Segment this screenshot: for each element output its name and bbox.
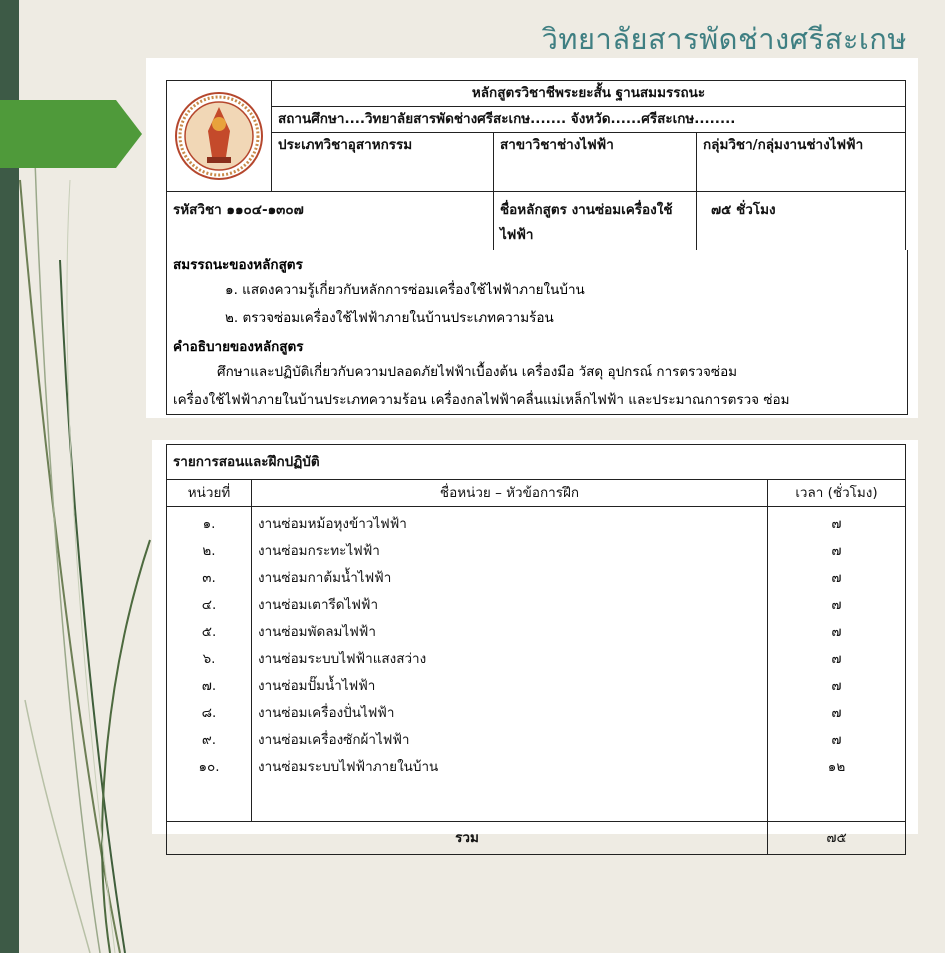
unit-name: งานซ่อมหม้อหุงข้าวไฟฟ้า bbox=[252, 507, 768, 539]
unit-name: งานซ่อมกาต้มน้ำไฟฟ้า bbox=[252, 565, 768, 592]
schedule-title: รายการสอนและฝึกปฏิบัติ bbox=[167, 445, 906, 480]
table-row bbox=[167, 727, 906, 754]
unit-number: ๑. bbox=[167, 507, 252, 539]
unit-hours: ๗ bbox=[768, 700, 906, 727]
unit-number: ๒. bbox=[167, 538, 252, 565]
unit-hours: ๗ bbox=[768, 619, 906, 646]
header-line-1: หลักสูตรวิชาชีพระยะสั้น ฐานสมมรรถนะ bbox=[272, 81, 906, 107]
unit-hours: ๗ bbox=[768, 538, 906, 565]
unit-hours: ๑๒ bbox=[768, 754, 906, 781]
description-title: คำอธิบายของหลักสูตร bbox=[173, 339, 304, 355]
training-schedule-document bbox=[152, 440, 918, 846]
table-row bbox=[167, 565, 906, 592]
unit-name: งานซ่อมปั๊มน้ำไฟฟ้า bbox=[252, 673, 768, 700]
course-code: รหัสวิชา ๑๑๐๔-๑๓๐๗ bbox=[167, 192, 494, 274]
competency-item: ๑. แสดงความรู้เกี่ยวกับหลักการซ่อมเครื่องใช้ไฟฟ้าภายในบ้าน bbox=[225, 282, 585, 298]
course-info-document bbox=[146, 58, 918, 418]
unit-hours: ๗ bbox=[768, 507, 906, 539]
unit-number: ๓. bbox=[167, 565, 252, 592]
description-section bbox=[166, 332, 908, 415]
competency-item: ๒. ตรวจซ่อมเครื่องใช้ไฟฟ้าภายในบ้านประเภทความร้อน bbox=[225, 310, 554, 326]
unit-hours: ๗ bbox=[768, 565, 906, 592]
total-hours: ๗๕ bbox=[768, 822, 906, 855]
unit-number: ๘. bbox=[167, 700, 252, 727]
unit-number: ๔. bbox=[167, 592, 252, 619]
unit-number: ๕. bbox=[167, 619, 252, 646]
table-row bbox=[167, 507, 906, 539]
unit-hours: ๗ bbox=[768, 646, 906, 673]
unit-name: งานซ่อมกระทะไฟฟ้า bbox=[252, 538, 768, 565]
description-line: ศึกษาและปฏิบัติเกี่ยวกับความปลอดภัยไฟฟ้าเบื้องต้น เครื่องมือ วัสดุ อุปกรณ์ การตรวจซ่อม bbox=[217, 364, 738, 380]
unit-number: ๙. bbox=[167, 727, 252, 754]
column-header-unit: หน่วยที่ bbox=[167, 480, 252, 507]
unit-name: งานซ่อมเตารีดไฟฟ้า bbox=[252, 592, 768, 619]
column-header-hours: เวลา (ชั่วโมง) bbox=[768, 480, 906, 507]
unit-name: งานซ่อมระบบไฟฟ้าภายในบ้าน bbox=[252, 754, 768, 781]
description-line: เครื่องใช้ไฟฟ้าภายในบ้านประเภทความร้อน เครื่องกลไฟฟ้าคลื่นแม่เหล็กไฟฟ้า และประมาณการตรวจ ซ่อม bbox=[173, 392, 790, 408]
slide-title: วิทยาลัยสารพัดช่างศรีสะเกษ bbox=[541, 22, 907, 56]
seal-cell bbox=[167, 81, 272, 192]
type-label: ประเภทวิชาอุสาหกรรม bbox=[272, 133, 494, 192]
course-header-table bbox=[166, 80, 906, 274]
unit-hours: ๗ bbox=[768, 727, 906, 754]
unit-number: ๗. bbox=[167, 673, 252, 700]
unit-name: งานซ่อมระบบไฟฟ้าแสงสว่าง bbox=[252, 646, 768, 673]
unit-hours: ๗ bbox=[768, 592, 906, 619]
unit-number: ๑๐. bbox=[167, 754, 252, 781]
table-row bbox=[167, 592, 906, 619]
table-row bbox=[167, 754, 906, 781]
unit-name: งานซ่อมเครื่องปั่นไฟฟ้า bbox=[252, 700, 768, 727]
unit-number: ๖. bbox=[167, 646, 252, 673]
training-schedule-table bbox=[166, 444, 906, 855]
unit-name: งานซ่อมเครื่องซักผ้าไฟฟ้า bbox=[252, 727, 768, 754]
total-label: รวม bbox=[167, 822, 768, 855]
table-header-row bbox=[167, 480, 906, 507]
table-row bbox=[167, 673, 906, 700]
competency-title: สมรรถนะของหลักสูตร bbox=[173, 257, 303, 273]
table-row-blank bbox=[167, 781, 906, 822]
vocational-education-seal-icon bbox=[174, 91, 264, 181]
total-row bbox=[167, 822, 906, 855]
table-row bbox=[167, 538, 906, 565]
table-row bbox=[167, 619, 906, 646]
course-hours: ๗๕ ชั่วโมง bbox=[697, 192, 906, 274]
branch-label: สาขาวิชาช่างไฟฟ้า bbox=[494, 133, 697, 192]
table-row bbox=[167, 646, 906, 673]
column-header-name: ชื่อหน่วย – หัวข้อการฝึก bbox=[252, 480, 768, 507]
group-label: กลุ่มวิชา/กลุ่มงานช่างไฟฟ้า bbox=[697, 133, 906, 192]
unit-hours: ๗ bbox=[768, 673, 906, 700]
header-line-2: สถานศึกษา....วิทยาลัยสารพัดช่างศรีสะเกษ....... จังหวัด......ศรีสะเกษ........ bbox=[272, 107, 906, 133]
table-row bbox=[167, 700, 906, 727]
competency-section bbox=[166, 250, 908, 333]
unit-name: งานซ่อมพัดลมไฟฟ้า bbox=[252, 619, 768, 646]
arrow-icon bbox=[0, 100, 142, 168]
course-name-line-1: ชื่อหลักสูตร งานซ่อมเครื่องใช้ไฟฟ้า bbox=[500, 202, 673, 243]
